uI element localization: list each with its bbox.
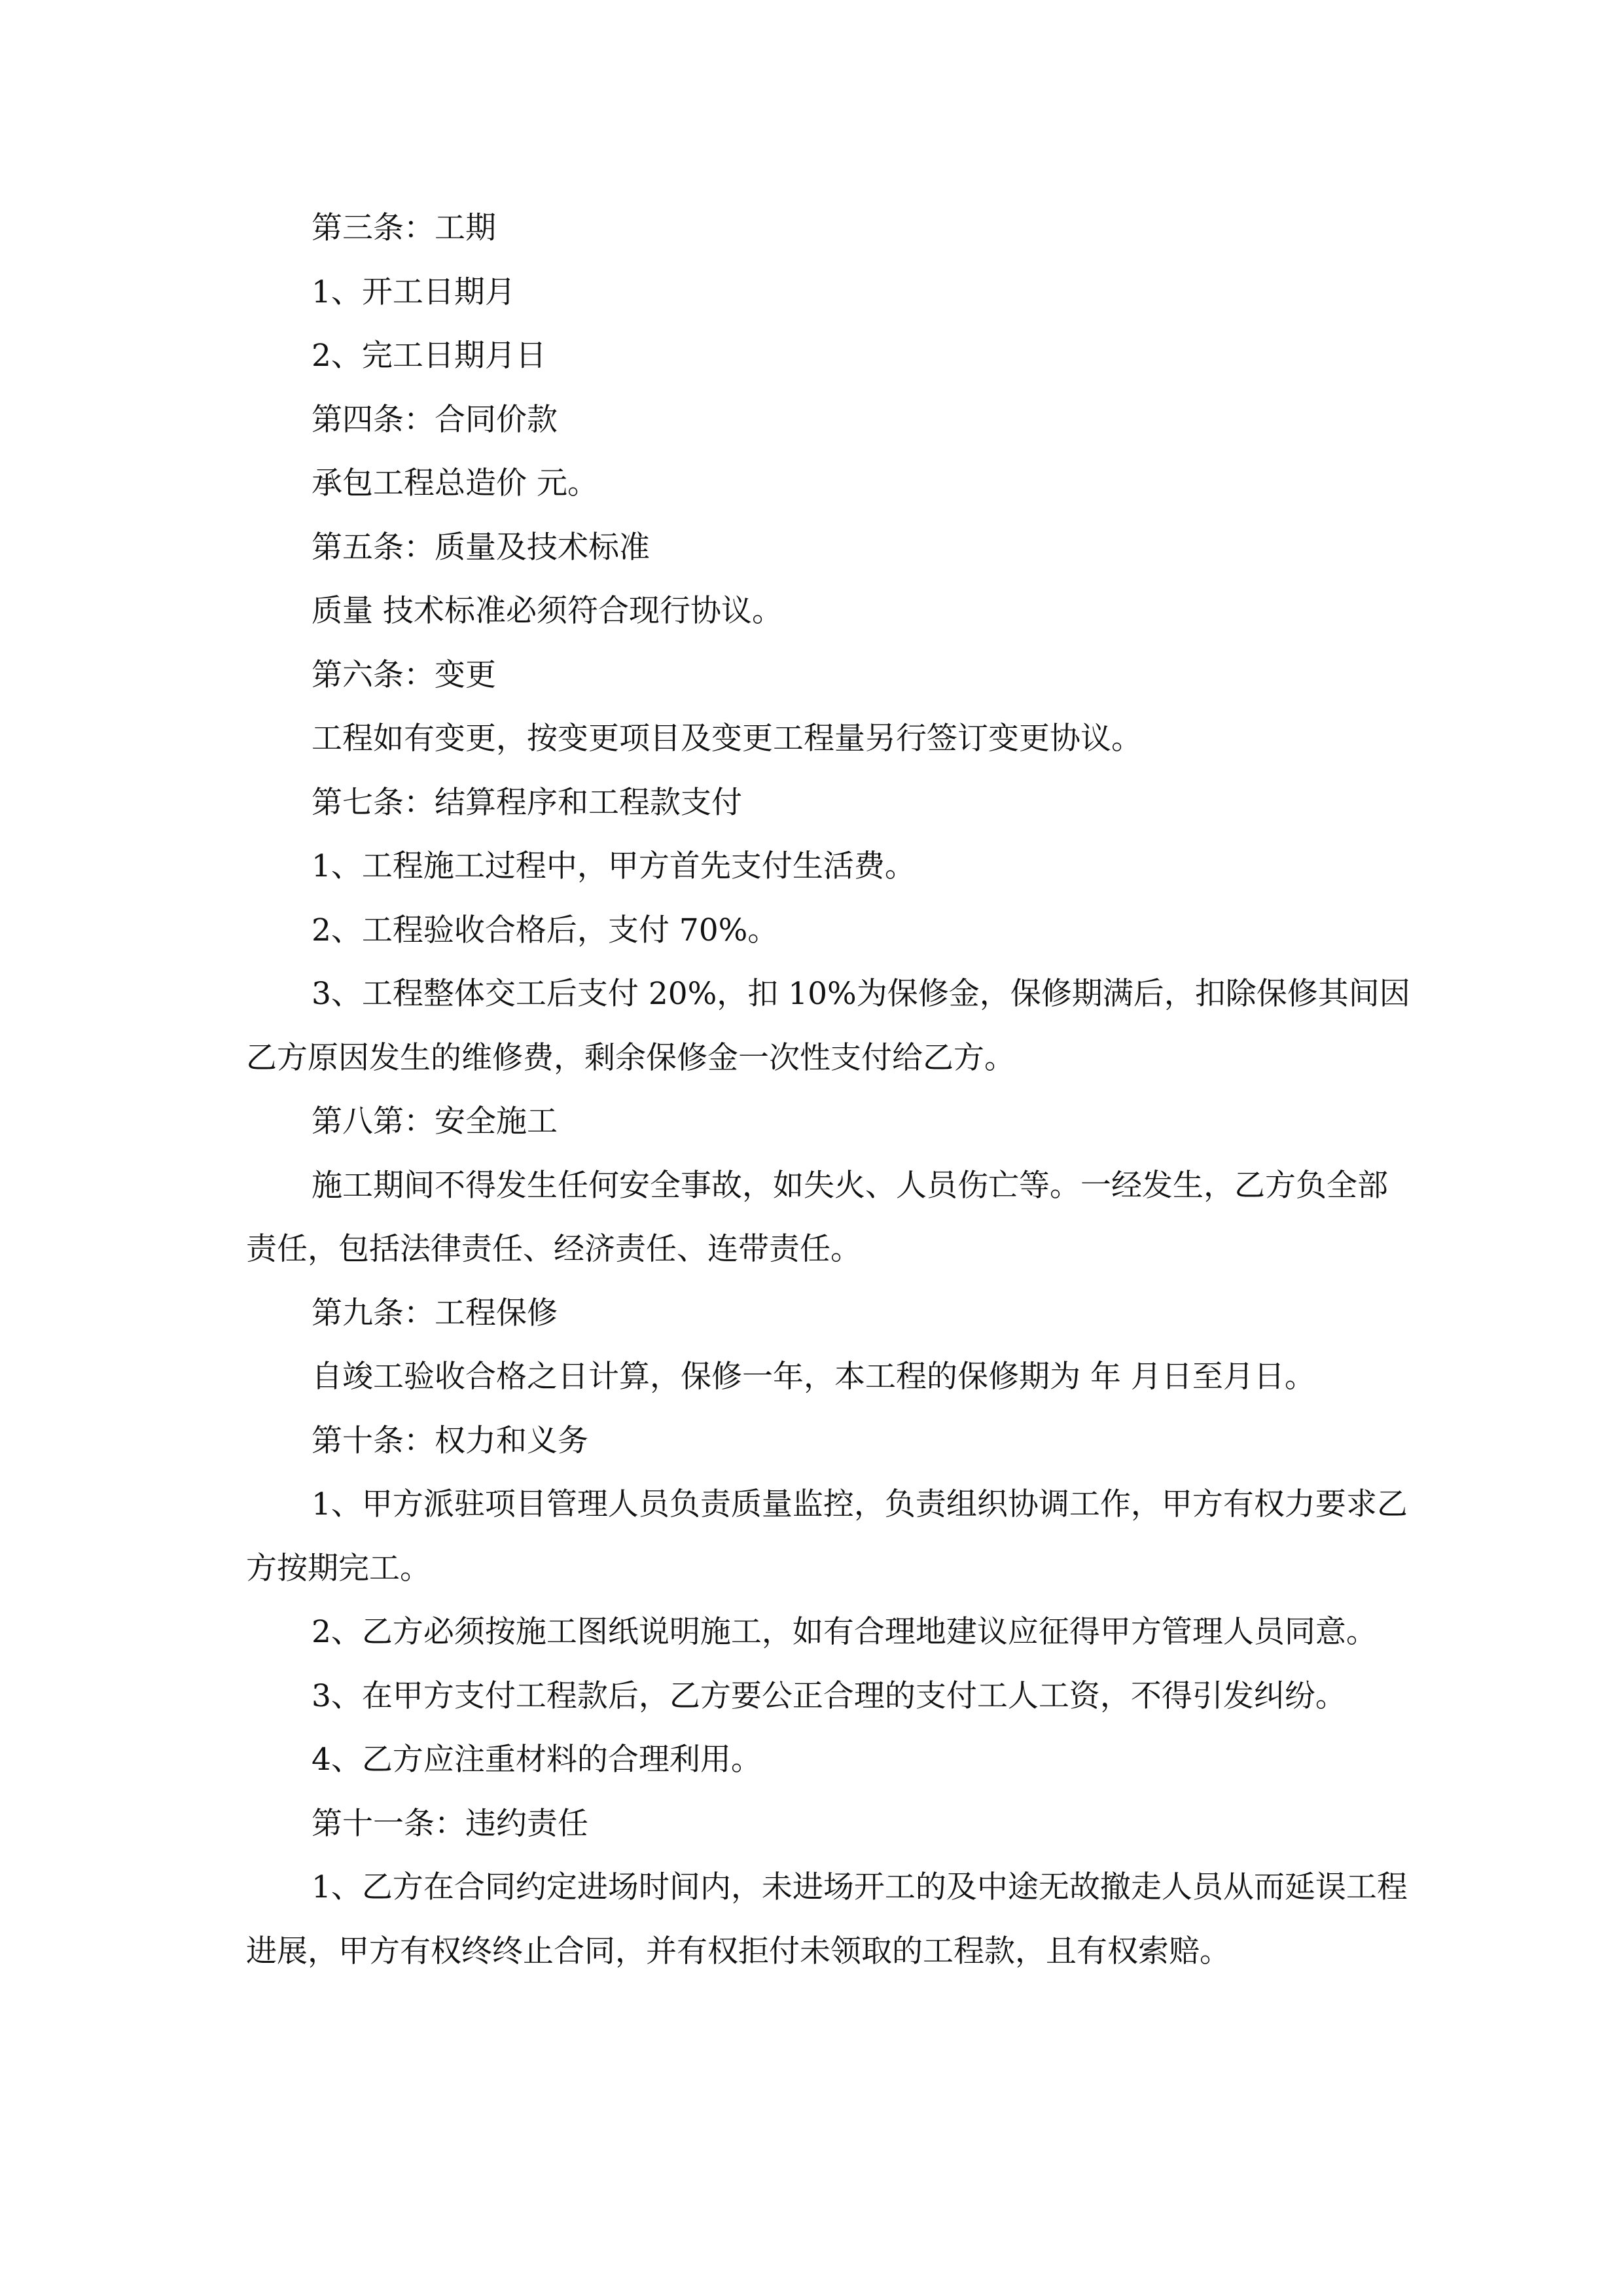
article-4-heading: 第四条：合同价款 <box>312 401 558 438</box>
article-3-item-1: 1、开工日期月 <box>312 274 516 310</box>
article-7-item-1: 1、工程施工过程中，甲方首先支付生活费。 <box>312 848 916 884</box>
article-6-heading: 第六条：变更 <box>312 656 496 693</box>
article-7-heading: 第七条：结算程序和工程款支付 <box>312 784 742 821</box>
article-5-text: 质量 技术标准必须符合现行协议。 <box>312 593 783 629</box>
article-7-item-2: 2、工程验收合格后，支付 70%。 <box>312 912 779 948</box>
article-9-heading: 第九条：工程保修 <box>312 1295 558 1331</box>
article-9-text: 自竣工验收合格之日计算，保修一年，本工程的保修期为 年 月日至月日。 <box>312 1359 1315 1395</box>
article-10-item-1: 1、甲方派驻项目管理人员负责质量监控，负责组织协调工作，甲方有权力要求乙方按期完工。 <box>246 1486 1408 1587</box>
article-8-text: 施工期间不得发生任何安全事故，如失火、人员伤亡等。一经发生，乙方负全部责任，包括法律责任、经济责任、连带责任。 <box>246 1167 1388 1267</box>
article-3-item-2: 2、完工日期月日 <box>312 338 546 374</box>
article-5-heading: 第五条：质量及技术标准 <box>312 529 650 565</box>
article-10-item-4: 4、乙方应注重材料的合理利用。 <box>312 1742 762 1778</box>
article-11-heading: 第十一条：违约责任 <box>312 1805 588 1842</box>
article-4-text: 承包工程总造价 元。 <box>312 465 598 501</box>
document-body <box>246 196 1411 1983</box>
article-10-heading: 第十条：权力和义务 <box>312 1422 588 1459</box>
article-7-item-3: 3、工程整体交工后支付 20%，扣 10%为保修金，保修期满后，扣除保修其间因乙方原因发生的维修费，剩余保修金一次性支付给乙方。 <box>246 976 1410 1076</box>
article-11-item-1: 1、乙方在合同约定进场时间内，未进场开工的及中途无故撤走人员从而延误工程进展，甲方有权终终止合同，并有权拒付未领取的工程款，且有权索赔。 <box>246 1869 1408 1969</box>
article-10-item-3: 3、在甲方支付工程款后，乙方要公正合理的支付工人工资，不得引发纠纷。 <box>312 1677 1346 1714</box>
article-8-heading: 第八第：安全施工 <box>312 1103 558 1139</box>
article-6-text: 工程如有变更，按变更项目及变更工程量另行签订变更协议。 <box>312 721 1142 757</box>
article-3-heading: 第三条：工期 <box>312 210 496 246</box>
article-10-item-2: 2、乙方必须按施工图纸说明施工，如有合理地建议应征得甲方管理人员同意。 <box>312 1614 1377 1650</box>
